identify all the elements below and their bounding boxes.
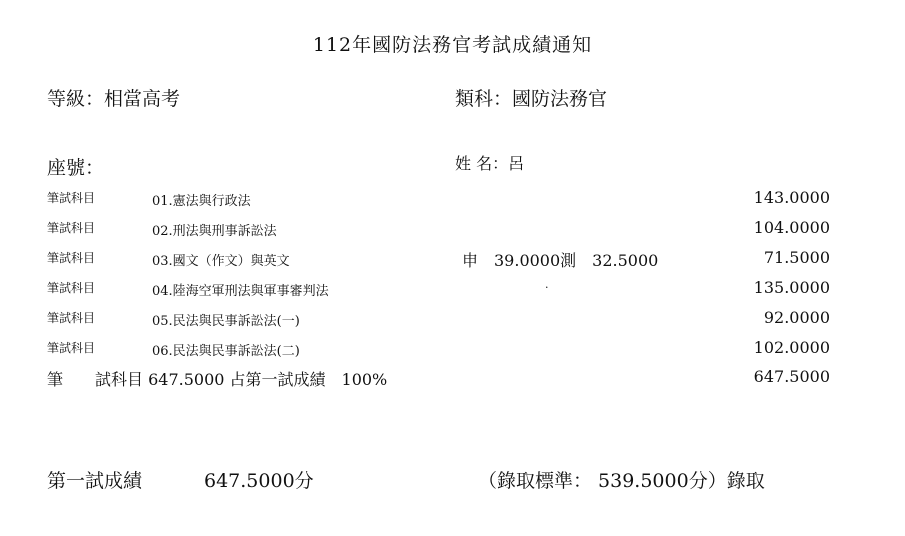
- subject-type: 筆試科目: [47, 221, 96, 235]
- subject-name: 06.民法與民事訴訟法(二): [152, 344, 300, 359]
- subject-score: 143.0000: [753, 188, 830, 207]
- subject-type: 筆試科目: [47, 281, 96, 295]
- subject-score: 92.0000: [763, 308, 830, 327]
- seat-number-field: 座號：: [47, 157, 105, 179]
- subject-score: 102.0000: [753, 338, 830, 357]
- name-field: 姓 名：呂: [455, 154, 525, 173]
- subject-type: 筆試科目: [47, 251, 96, 265]
- subject-type: 筆試科目: [47, 311, 96, 325]
- written-exam-total: 647.5000: [753, 367, 830, 386]
- admission-standard: （錄取標準： 539.5000分）錄取: [478, 470, 765, 492]
- subject-name: 02.刑法與刑事訴訟法: [152, 224, 277, 239]
- subject-name: 03.國文（作文）與英文: [152, 254, 290, 269]
- first-exam-score-value: 647.5000分: [204, 470, 314, 492]
- first-exam-score-label: 第一試成績: [47, 470, 143, 492]
- subject-detail: 申 39.0000測 32.5000: [462, 251, 659, 270]
- subject-type: 筆試科目: [47, 191, 96, 205]
- subject-score: 135.0000: [753, 278, 830, 297]
- written-exam-summary: 筆 試科目 647.5000 占第一試成績 100%: [47, 370, 388, 389]
- subject-score: 71.5000: [763, 248, 830, 267]
- subject-type: 筆試科目: [47, 341, 96, 355]
- subject-name: 04.陸海空軍刑法與軍事審判法: [152, 284, 329, 299]
- subject-detail: .: [545, 278, 549, 291]
- category-field: 類科：國防法務官: [455, 88, 608, 110]
- subject-name: 01.憲法與行政法: [152, 194, 251, 209]
- subject-name: 05.民法與民事訴訟法(一): [152, 314, 300, 329]
- level-field: 等級：相當高考: [47, 88, 181, 110]
- subject-score: 104.0000: [753, 218, 830, 237]
- page-title: 112年國防法務官考試成績通知: [312, 34, 593, 56]
